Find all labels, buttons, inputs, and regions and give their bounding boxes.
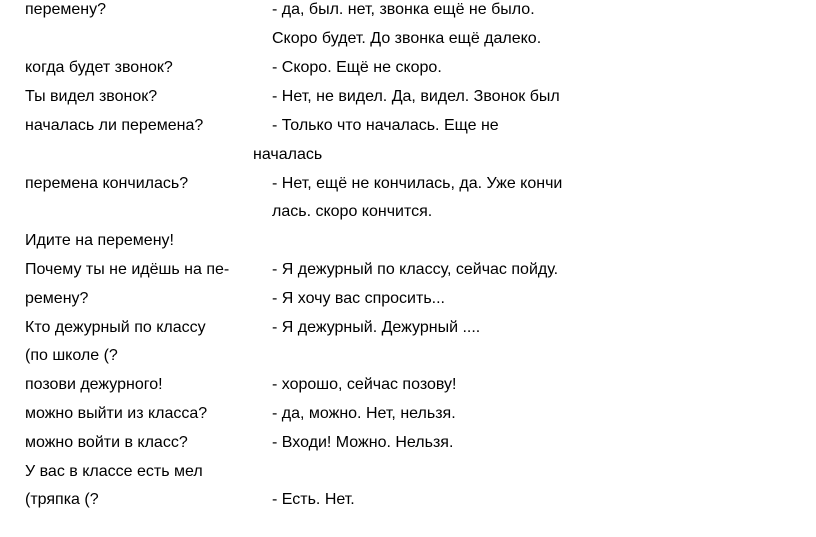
answer-line: - Нет, не видел. Да, видел. Звонок был	[272, 88, 560, 105]
answer-line: - Я дежурный. Дежурный ....	[272, 319, 481, 336]
question-line: Ты видел звонок?	[25, 88, 158, 105]
answer-line: - Скоро. Ещё не скоро.	[272, 59, 442, 76]
answer-line: - Входи! Можно. Нельзя.	[272, 434, 454, 451]
question-line: Кто дежурный по классу	[25, 319, 206, 336]
question-line: позови дежурного!	[25, 376, 163, 393]
question-line: (тряпка (?	[25, 491, 99, 508]
answer-line: началась	[253, 146, 323, 163]
answer-line: Скоро будет. До звонка ещё далеко.	[272, 30, 542, 47]
answer-line: - Только что началась. Еще не	[272, 117, 499, 134]
question-line: Идите на перемену!	[25, 232, 174, 249]
answer-line: - Есть. Нет.	[272, 491, 355, 508]
question-line: ремену?	[25, 290, 89, 307]
answer-line: - да, был. нет, звонка ещё не было.	[272, 1, 535, 18]
question-line: можно войти в класс?	[25, 434, 188, 451]
answer-line: - Нет, ещё не кончилась, да. Уже кончи	[272, 175, 563, 192]
answer-line: - Я дежурный по классу, сейчас пойду.	[272, 261, 559, 278]
question-line: У вас в классе есть мел	[25, 463, 203, 480]
answer-line: - хорошо, сейчас позову!	[272, 376, 457, 393]
question-line: можно выйти из класса?	[25, 405, 208, 422]
question-line: перемена кончилась?	[25, 175, 189, 192]
question-line: началась ли перемена?	[25, 117, 204, 134]
answer-line: - да, можно. Нет, нельзя.	[272, 405, 456, 422]
question-line: Почему ты не идёшь на пе-	[25, 261, 230, 278]
question-line: когда будет звонок?	[25, 59, 173, 76]
answer-line: лась. скоро кончится.	[272, 203, 433, 220]
answer-line: - Я хочу вас спросить...	[272, 290, 445, 307]
question-line: (по школе (?	[25, 347, 118, 364]
question-line: перемену?	[25, 1, 106, 18]
